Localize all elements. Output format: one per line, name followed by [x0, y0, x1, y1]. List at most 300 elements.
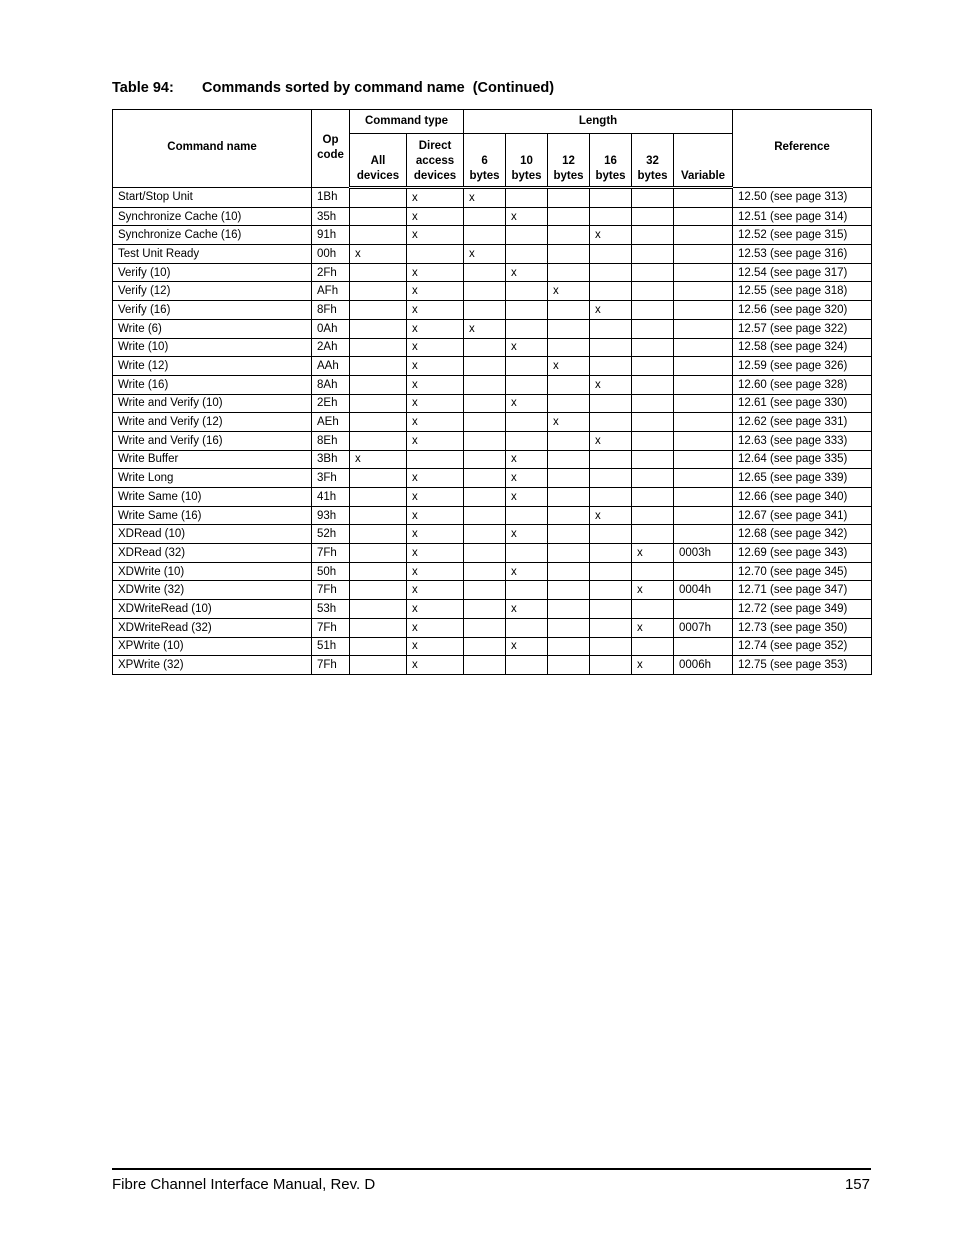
cell-32-bytes: [632, 394, 674, 413]
cell-op-code: 8Ah: [312, 375, 350, 394]
cell-variable: 0007h: [674, 618, 733, 637]
cell-6-bytes: [464, 656, 506, 675]
cell-12-bytes: [548, 581, 590, 600]
commands-table-body: [113, 188, 872, 675]
header-variable: Variable: [674, 134, 733, 188]
header-command-name: Command name: [113, 110, 312, 188]
cell-op-code: 1Bh: [312, 188, 350, 208]
cell-command-name: Write and Verify (10): [113, 394, 312, 413]
cell-32-bytes: [632, 413, 674, 432]
cell-all-devices: [350, 469, 407, 488]
cell-all-devices: [350, 488, 407, 507]
cell-12-bytes: [548, 450, 590, 469]
cell-command-name: XDWrite (32): [113, 581, 312, 600]
cell-op-code: 2Fh: [312, 263, 350, 282]
cell-op-code: 8Fh: [312, 301, 350, 320]
cell-reference: 12.69 (see page 343): [733, 544, 872, 563]
cell-6-bytes: [464, 544, 506, 563]
cell-variable: 0004h: [674, 581, 733, 600]
cell-16-bytes: x: [590, 301, 632, 320]
cell-6-bytes: [464, 357, 506, 376]
cell-op-code: 53h: [312, 600, 350, 619]
table-row: [113, 637, 872, 656]
cell-op-code: 91h: [312, 226, 350, 245]
commands-table: [112, 109, 872, 675]
cell-12-bytes: [548, 263, 590, 282]
cell-10-bytes: [506, 319, 548, 338]
cell-all-devices: [350, 544, 407, 563]
cell-12-bytes: [548, 600, 590, 619]
cell-variable: [674, 562, 733, 581]
cell-command-name: Verify (10): [113, 263, 312, 282]
cell-direct-access: x: [407, 188, 464, 208]
cell-direct-access: x: [407, 469, 464, 488]
cell-16-bytes: [590, 394, 632, 413]
cell-12-bytes: x: [548, 357, 590, 376]
cell-reference: 12.74 (see page 352): [733, 637, 872, 656]
cell-op-code: 7Fh: [312, 656, 350, 675]
cell-32-bytes: [632, 282, 674, 301]
cell-command-name: Write Same (16): [113, 506, 312, 525]
cell-12-bytes: [548, 319, 590, 338]
table-row: [113, 488, 872, 507]
cell-16-bytes: [590, 562, 632, 581]
cell-12-bytes: [548, 245, 590, 264]
cell-12-bytes: x: [548, 413, 590, 432]
cell-all-devices: [350, 338, 407, 357]
cell-variable: [674, 525, 733, 544]
cell-command-name: Verify (16): [113, 301, 312, 320]
cell-command-name: Start/Stop Unit: [113, 188, 312, 208]
cell-10-bytes: [506, 431, 548, 450]
cell-variable: [674, 338, 733, 357]
table-row: [113, 600, 872, 619]
cell-12-bytes: [548, 562, 590, 581]
cell-direct-access: x: [407, 338, 464, 357]
cell-10-bytes: x: [506, 469, 548, 488]
cell-12-bytes: [548, 506, 590, 525]
table-row: [113, 469, 872, 488]
cell-16-bytes: x: [590, 431, 632, 450]
cell-all-devices: [350, 618, 407, 637]
cell-direct-access: x: [407, 357, 464, 376]
cell-direct-access: x: [407, 637, 464, 656]
cell-reference: 12.70 (see page 345): [733, 562, 872, 581]
cell-command-name: Write (10): [113, 338, 312, 357]
cell-16-bytes: [590, 357, 632, 376]
cell-6-bytes: [464, 469, 506, 488]
cell-10-bytes: [506, 544, 548, 563]
cell-32-bytes: [632, 562, 674, 581]
cell-10-bytes: [506, 413, 548, 432]
cell-10-bytes: [506, 618, 548, 637]
table-row: [113, 357, 872, 376]
header-op-code: Op code: [312, 110, 350, 188]
cell-16-bytes: [590, 488, 632, 507]
cell-32-bytes: [632, 226, 674, 245]
cell-32-bytes: [632, 263, 674, 282]
cell-10-bytes: x: [506, 525, 548, 544]
cell-12-bytes: [548, 301, 590, 320]
cell-op-code: 3Fh: [312, 469, 350, 488]
cell-10-bytes: x: [506, 450, 548, 469]
cell-16-bytes: [590, 319, 632, 338]
table-row: [113, 431, 872, 450]
cell-32-bytes: [632, 245, 674, 264]
cell-direct-access: x: [407, 301, 464, 320]
cell-6-bytes: [464, 394, 506, 413]
cell-6-bytes: [464, 562, 506, 581]
cell-variable: [674, 263, 733, 282]
cell-all-devices: [350, 357, 407, 376]
cell-variable: [674, 226, 733, 245]
cell-op-code: 0Ah: [312, 319, 350, 338]
cell-16-bytes: [590, 263, 632, 282]
cell-10-bytes: x: [506, 263, 548, 282]
cell-16-bytes: [590, 338, 632, 357]
cell-all-devices: [350, 637, 407, 656]
cell-command-name: XDRead (32): [113, 544, 312, 563]
header-16-bytes: 16 bytes: [590, 134, 632, 188]
cell-10-bytes: [506, 581, 548, 600]
cell-op-code: 52h: [312, 525, 350, 544]
cell-all-devices: [350, 394, 407, 413]
cell-all-devices: [350, 581, 407, 600]
cell-variable: [674, 394, 733, 413]
cell-direct-access: x: [407, 544, 464, 563]
cell-command-name: Write Long: [113, 469, 312, 488]
cell-6-bytes: [464, 506, 506, 525]
cell-reference: 12.50 (see page 313): [733, 188, 872, 208]
cell-command-name: XDWriteRead (10): [113, 600, 312, 619]
header-all-devices: All devices: [350, 134, 407, 188]
cell-6-bytes: [464, 413, 506, 432]
cell-reference: 12.75 (see page 353): [733, 656, 872, 675]
cell-op-code: 50h: [312, 562, 350, 581]
cell-6-bytes: [464, 375, 506, 394]
header-6-bytes: 6 bytes: [464, 134, 506, 188]
table-row: [113, 319, 872, 338]
cell-command-name: Write (16): [113, 375, 312, 394]
cell-command-name: XPWrite (32): [113, 656, 312, 675]
cell-12-bytes: [548, 394, 590, 413]
table-row: [113, 207, 872, 226]
cell-6-bytes: [464, 450, 506, 469]
cell-direct-access: [407, 450, 464, 469]
table-row: [113, 544, 872, 563]
cell-12-bytes: [548, 618, 590, 637]
cell-10-bytes: x: [506, 488, 548, 507]
cell-direct-access: x: [407, 431, 464, 450]
cell-variable: [674, 413, 733, 432]
cell-16-bytes: [590, 525, 632, 544]
header-command-type: Command type: [350, 110, 464, 134]
cell-direct-access: x: [407, 394, 464, 413]
cell-12-bytes: [548, 469, 590, 488]
header-length: Length: [464, 110, 733, 134]
header-direct-access-devices: Direct access devices: [407, 134, 464, 188]
table-row: [113, 506, 872, 525]
cell-direct-access: x: [407, 413, 464, 432]
cell-command-name: Write Buffer: [113, 450, 312, 469]
cell-10-bytes: [506, 282, 548, 301]
cell-32-bytes: x: [632, 656, 674, 675]
cell-op-code: 2Ah: [312, 338, 350, 357]
cell-reference: 12.60 (see page 328): [733, 375, 872, 394]
cell-10-bytes: [506, 357, 548, 376]
cell-reference: 12.72 (see page 349): [733, 600, 872, 619]
cell-command-name: XPWrite (10): [113, 637, 312, 656]
table-row: [113, 450, 872, 469]
cell-10-bytes: x: [506, 338, 548, 357]
cell-op-code: 2Eh: [312, 394, 350, 413]
table-row: [113, 338, 872, 357]
cell-direct-access: x: [407, 618, 464, 637]
cell-12-bytes: [548, 375, 590, 394]
header-12-bytes: 12 bytes: [548, 134, 590, 188]
cell-command-name: Test Unit Ready: [113, 245, 312, 264]
cell-32-bytes: [632, 375, 674, 394]
cell-op-code: 7Fh: [312, 581, 350, 600]
cell-10-bytes: [506, 226, 548, 245]
cell-reference: 12.57 (see page 322): [733, 319, 872, 338]
cell-op-code: 93h: [312, 506, 350, 525]
cell-variable: [674, 357, 733, 376]
cell-variable: [674, 282, 733, 301]
cell-reference: 12.63 (see page 333): [733, 431, 872, 450]
cell-12-bytes: [548, 637, 590, 656]
cell-32-bytes: [632, 207, 674, 226]
cell-command-name: Write (12): [113, 357, 312, 376]
cell-12-bytes: [548, 338, 590, 357]
cell-direct-access: x: [407, 656, 464, 675]
cell-32-bytes: [632, 357, 674, 376]
cell-10-bytes: x: [506, 207, 548, 226]
cell-variable: [674, 600, 733, 619]
cell-variable: [674, 488, 733, 507]
table-row: [113, 263, 872, 282]
table-row: [113, 394, 872, 413]
cell-op-code: AAh: [312, 357, 350, 376]
cell-all-devices: [350, 282, 407, 301]
cell-16-bytes: [590, 450, 632, 469]
cell-10-bytes: [506, 188, 548, 208]
cell-32-bytes: [632, 188, 674, 208]
cell-command-name: Write (6): [113, 319, 312, 338]
cell-op-code: 3Bh: [312, 450, 350, 469]
cell-all-devices: [350, 301, 407, 320]
header-32-bytes: 32 bytes: [632, 134, 674, 188]
cell-all-devices: [350, 413, 407, 432]
cell-32-bytes: x: [632, 581, 674, 600]
cell-16-bytes: [590, 245, 632, 264]
cell-10-bytes: x: [506, 394, 548, 413]
cell-direct-access: x: [407, 581, 464, 600]
cell-12-bytes: x: [548, 282, 590, 301]
cell-op-code: 35h: [312, 207, 350, 226]
table-row: [113, 301, 872, 320]
cell-32-bytes: [632, 450, 674, 469]
cell-6-bytes: [464, 226, 506, 245]
cell-all-devices: x: [350, 245, 407, 264]
cell-32-bytes: [632, 338, 674, 357]
cell-16-bytes: [590, 544, 632, 563]
cell-direct-access: x: [407, 375, 464, 394]
table-row: [113, 618, 872, 637]
cell-reference: 12.62 (see page 331): [733, 413, 872, 432]
cell-variable: [674, 637, 733, 656]
cell-command-name: XDWriteRead (32): [113, 618, 312, 637]
cell-reference: 12.73 (see page 350): [733, 618, 872, 637]
cell-16-bytes: [590, 600, 632, 619]
table-row: [113, 656, 872, 675]
cell-all-devices: [350, 375, 407, 394]
cell-16-bytes: [590, 581, 632, 600]
cell-all-devices: [350, 656, 407, 675]
cell-10-bytes: x: [506, 600, 548, 619]
cell-10-bytes: [506, 506, 548, 525]
header-reference: Reference: [733, 110, 872, 188]
cell-6-bytes: x: [464, 319, 506, 338]
cell-op-code: 7Fh: [312, 618, 350, 637]
cell-12-bytes: [548, 207, 590, 226]
cell-command-name: Write and Verify (12): [113, 413, 312, 432]
cell-variable: [674, 506, 733, 525]
cell-direct-access: x: [407, 207, 464, 226]
cell-command-name: XDRead (10): [113, 525, 312, 544]
cell-12-bytes: [548, 188, 590, 208]
footer-manual-title: Fibre Channel Interface Manual, Rev. D: [112, 1176, 376, 1193]
cell-32-bytes: [632, 488, 674, 507]
cell-command-name: Verify (12): [113, 282, 312, 301]
cell-16-bytes: [590, 207, 632, 226]
cell-variable: [674, 450, 733, 469]
cell-16-bytes: [590, 188, 632, 208]
cell-command-name: Synchronize Cache (16): [113, 226, 312, 245]
cell-all-devices: [350, 226, 407, 245]
cell-direct-access: x: [407, 263, 464, 282]
cell-direct-access: x: [407, 506, 464, 525]
footer-divider: [112, 1168, 871, 1170]
cell-variable: [674, 431, 733, 450]
cell-6-bytes: [464, 338, 506, 357]
cell-variable: [674, 188, 733, 208]
cell-all-devices: [350, 562, 407, 581]
cell-16-bytes: [590, 656, 632, 675]
cell-all-devices: [350, 600, 407, 619]
cell-32-bytes: [632, 525, 674, 544]
table-row: [113, 525, 872, 544]
cell-32-bytes: [632, 469, 674, 488]
cell-6-bytes: [464, 637, 506, 656]
cell-6-bytes: [464, 263, 506, 282]
cell-direct-access: x: [407, 600, 464, 619]
cell-6-bytes: [464, 600, 506, 619]
cell-16-bytes: x: [590, 375, 632, 394]
cell-reference: 12.58 (see page 324): [733, 338, 872, 357]
cell-reference: 12.59 (see page 326): [733, 357, 872, 376]
cell-10-bytes: x: [506, 562, 548, 581]
table-row: [113, 413, 872, 432]
cell-op-code: 41h: [312, 488, 350, 507]
cell-6-bytes: [464, 618, 506, 637]
table-number: Table 94:: [112, 80, 174, 96]
cell-reference: 12.55 (see page 318): [733, 282, 872, 301]
cell-12-bytes: [548, 431, 590, 450]
cell-reference: 12.54 (see page 317): [733, 263, 872, 282]
table-row: [113, 581, 872, 600]
cell-32-bytes: x: [632, 618, 674, 637]
cell-reference: 12.66 (see page 340): [733, 488, 872, 507]
cell-16-bytes: x: [590, 506, 632, 525]
cell-32-bytes: x: [632, 544, 674, 563]
cell-all-devices: [350, 207, 407, 226]
cell-variable: [674, 469, 733, 488]
cell-all-devices: [350, 263, 407, 282]
cell-10-bytes: [506, 301, 548, 320]
cell-32-bytes: [632, 637, 674, 656]
header-10-bytes: 10 bytes: [506, 134, 548, 188]
cell-all-devices: x: [350, 450, 407, 469]
table-row: [113, 562, 872, 581]
cell-direct-access: x: [407, 319, 464, 338]
cell-all-devices: [350, 319, 407, 338]
cell-32-bytes: [632, 301, 674, 320]
cell-12-bytes: [548, 656, 590, 675]
cell-reference: 12.68 (see page 342): [733, 525, 872, 544]
cell-10-bytes: [506, 245, 548, 264]
footer-page-number: 157: [844, 1176, 870, 1193]
cell-10-bytes: [506, 375, 548, 394]
table-title: Commands sorted by command name (Continued): [202, 80, 555, 96]
cell-variable: [674, 245, 733, 264]
cell-variable: 0003h: [674, 544, 733, 563]
cell-6-bytes: [464, 525, 506, 544]
cell-variable: [674, 301, 733, 320]
cell-12-bytes: [548, 544, 590, 563]
cell-all-devices: [350, 525, 407, 544]
cell-all-devices: [350, 506, 407, 525]
cell-direct-access: x: [407, 282, 464, 301]
table-caption: [112, 80, 554, 96]
table-row: [113, 188, 872, 208]
cell-6-bytes: x: [464, 188, 506, 208]
cell-reference: 12.61 (see page 330): [733, 394, 872, 413]
cell-variable: [674, 319, 733, 338]
cell-direct-access: x: [407, 226, 464, 245]
cell-12-bytes: [548, 488, 590, 507]
cell-reference: 12.64 (see page 335): [733, 450, 872, 469]
cell-reference: 12.53 (see page 316): [733, 245, 872, 264]
cell-6-bytes: x: [464, 245, 506, 264]
cell-variable: [674, 375, 733, 394]
cell-6-bytes: [464, 301, 506, 320]
cell-direct-access: [407, 245, 464, 264]
cell-16-bytes: [590, 637, 632, 656]
cell-6-bytes: [464, 581, 506, 600]
cell-command-name: Write Same (10): [113, 488, 312, 507]
cell-10-bytes: [506, 656, 548, 675]
cell-all-devices: [350, 188, 407, 208]
cell-all-devices: [350, 431, 407, 450]
table-row: [113, 226, 872, 245]
cell-16-bytes: [590, 618, 632, 637]
table-row: [113, 375, 872, 394]
cell-16-bytes: x: [590, 226, 632, 245]
cell-10-bytes: x: [506, 637, 548, 656]
cell-reference: 12.71 (see page 347): [733, 581, 872, 600]
cell-6-bytes: [464, 488, 506, 507]
